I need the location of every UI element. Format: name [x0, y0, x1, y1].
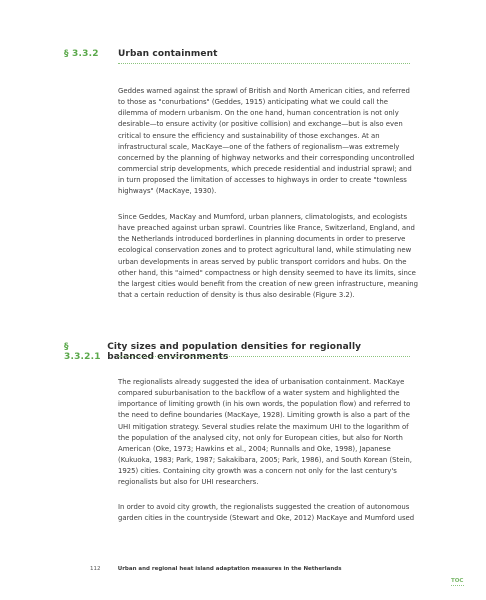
page-number: 112: [90, 566, 101, 572]
page-footer: [90, 566, 341, 572]
section-divider: [118, 356, 410, 357]
section-heading-3-3-2: [64, 49, 410, 59]
body-paragraph: Since Geddes, MacKay and Mumford, urban planners, climatologists, and ecologists have preached against urban sprawl. Countries like France, Switzerland, England, and the Netherlands introduced borderlines in planning documents in order to preserve ecological conservation zones and to protect agricultural land, while stimulating new urban developments in areas served by public transport corridors and hubs. On the other hand, this "aimed" compactness or high density seemed to have its limits, since the largest cities would benefit from the creation of new green infrastructure, meaning that a certain reduction of density is thus also desirable (Figure 3.2).: [118, 213, 418, 300]
section-number: § 3.3.2.1: [64, 342, 101, 362]
section-number: § 3.3.2: [64, 49, 99, 59]
section-divider: [118, 63, 410, 64]
section-heading-3-3-2-1: [64, 342, 410, 362]
body-paragraph: Geddes warned against the sprawl of British and North American cities, and referred to those as "conurbations" (Geddes, 1915) anticipating what we could call the dilemma of modern urbanism. On the one hand, human concentration is not only desirable—to ensure activity (or positive collision) and exchange—but is also even critical to ensure the efficiency and sustainability of those exchanges. At an infrastructural scale, MacKaye—one of the fathers of regionalism—was extremely concerned by the planning of highway networks and their corresponding uncontrolled commercial strip developments, which precede residential and industrial sprawl; and in turn proposed the limitation of accesses to highways in order to create "townless highways" (MacKaye, 1930).: [118, 87, 415, 196]
body-paragraph: The regionalists already suggested the idea of urbanisation containment. MacKaye compared suburbanisation to the backflow of a water system and highlighted the importance of limiting growth (in his own words, the population flow) and referred to the need to define boundaries (MacKaye, 1928). Limiting growth is also a part of the UHI mitigation strategy. Several studies relate the maximum UHI to the logarithm of the population of the analysed city, not only for European cities, but also for North American (Oke, 1973; Hawkins et al., 2004; Runnalls and Oke, 1998), Japanese (Kukuoka, 1983; Park, 1987; Sakakibara, 2005; Park, 1986), and South Korean (Stein, 1925) cities. Containing city growth was a concern not only for the last century's regionalists but also for UHI researchers.: [118, 378, 412, 487]
section-title: Urban containment: [118, 49, 218, 59]
toc-label: TOC: [451, 578, 464, 584]
running-title: Urban and regional heat island adaptation measures in the Netherlands: [117, 566, 342, 572]
body-paragraph: In order to avoid city growth, the regionalists suggested the creation of autonomous garden cities in the countryside (Stewart and Oke, 2012) MacKaye and Mumford used: [118, 503, 415, 523]
toc-underline: [451, 585, 464, 586]
section-title: City sizes and population densities for regionally balanced environments: [107, 342, 362, 362]
toc-link[interactable]: [451, 578, 464, 586]
